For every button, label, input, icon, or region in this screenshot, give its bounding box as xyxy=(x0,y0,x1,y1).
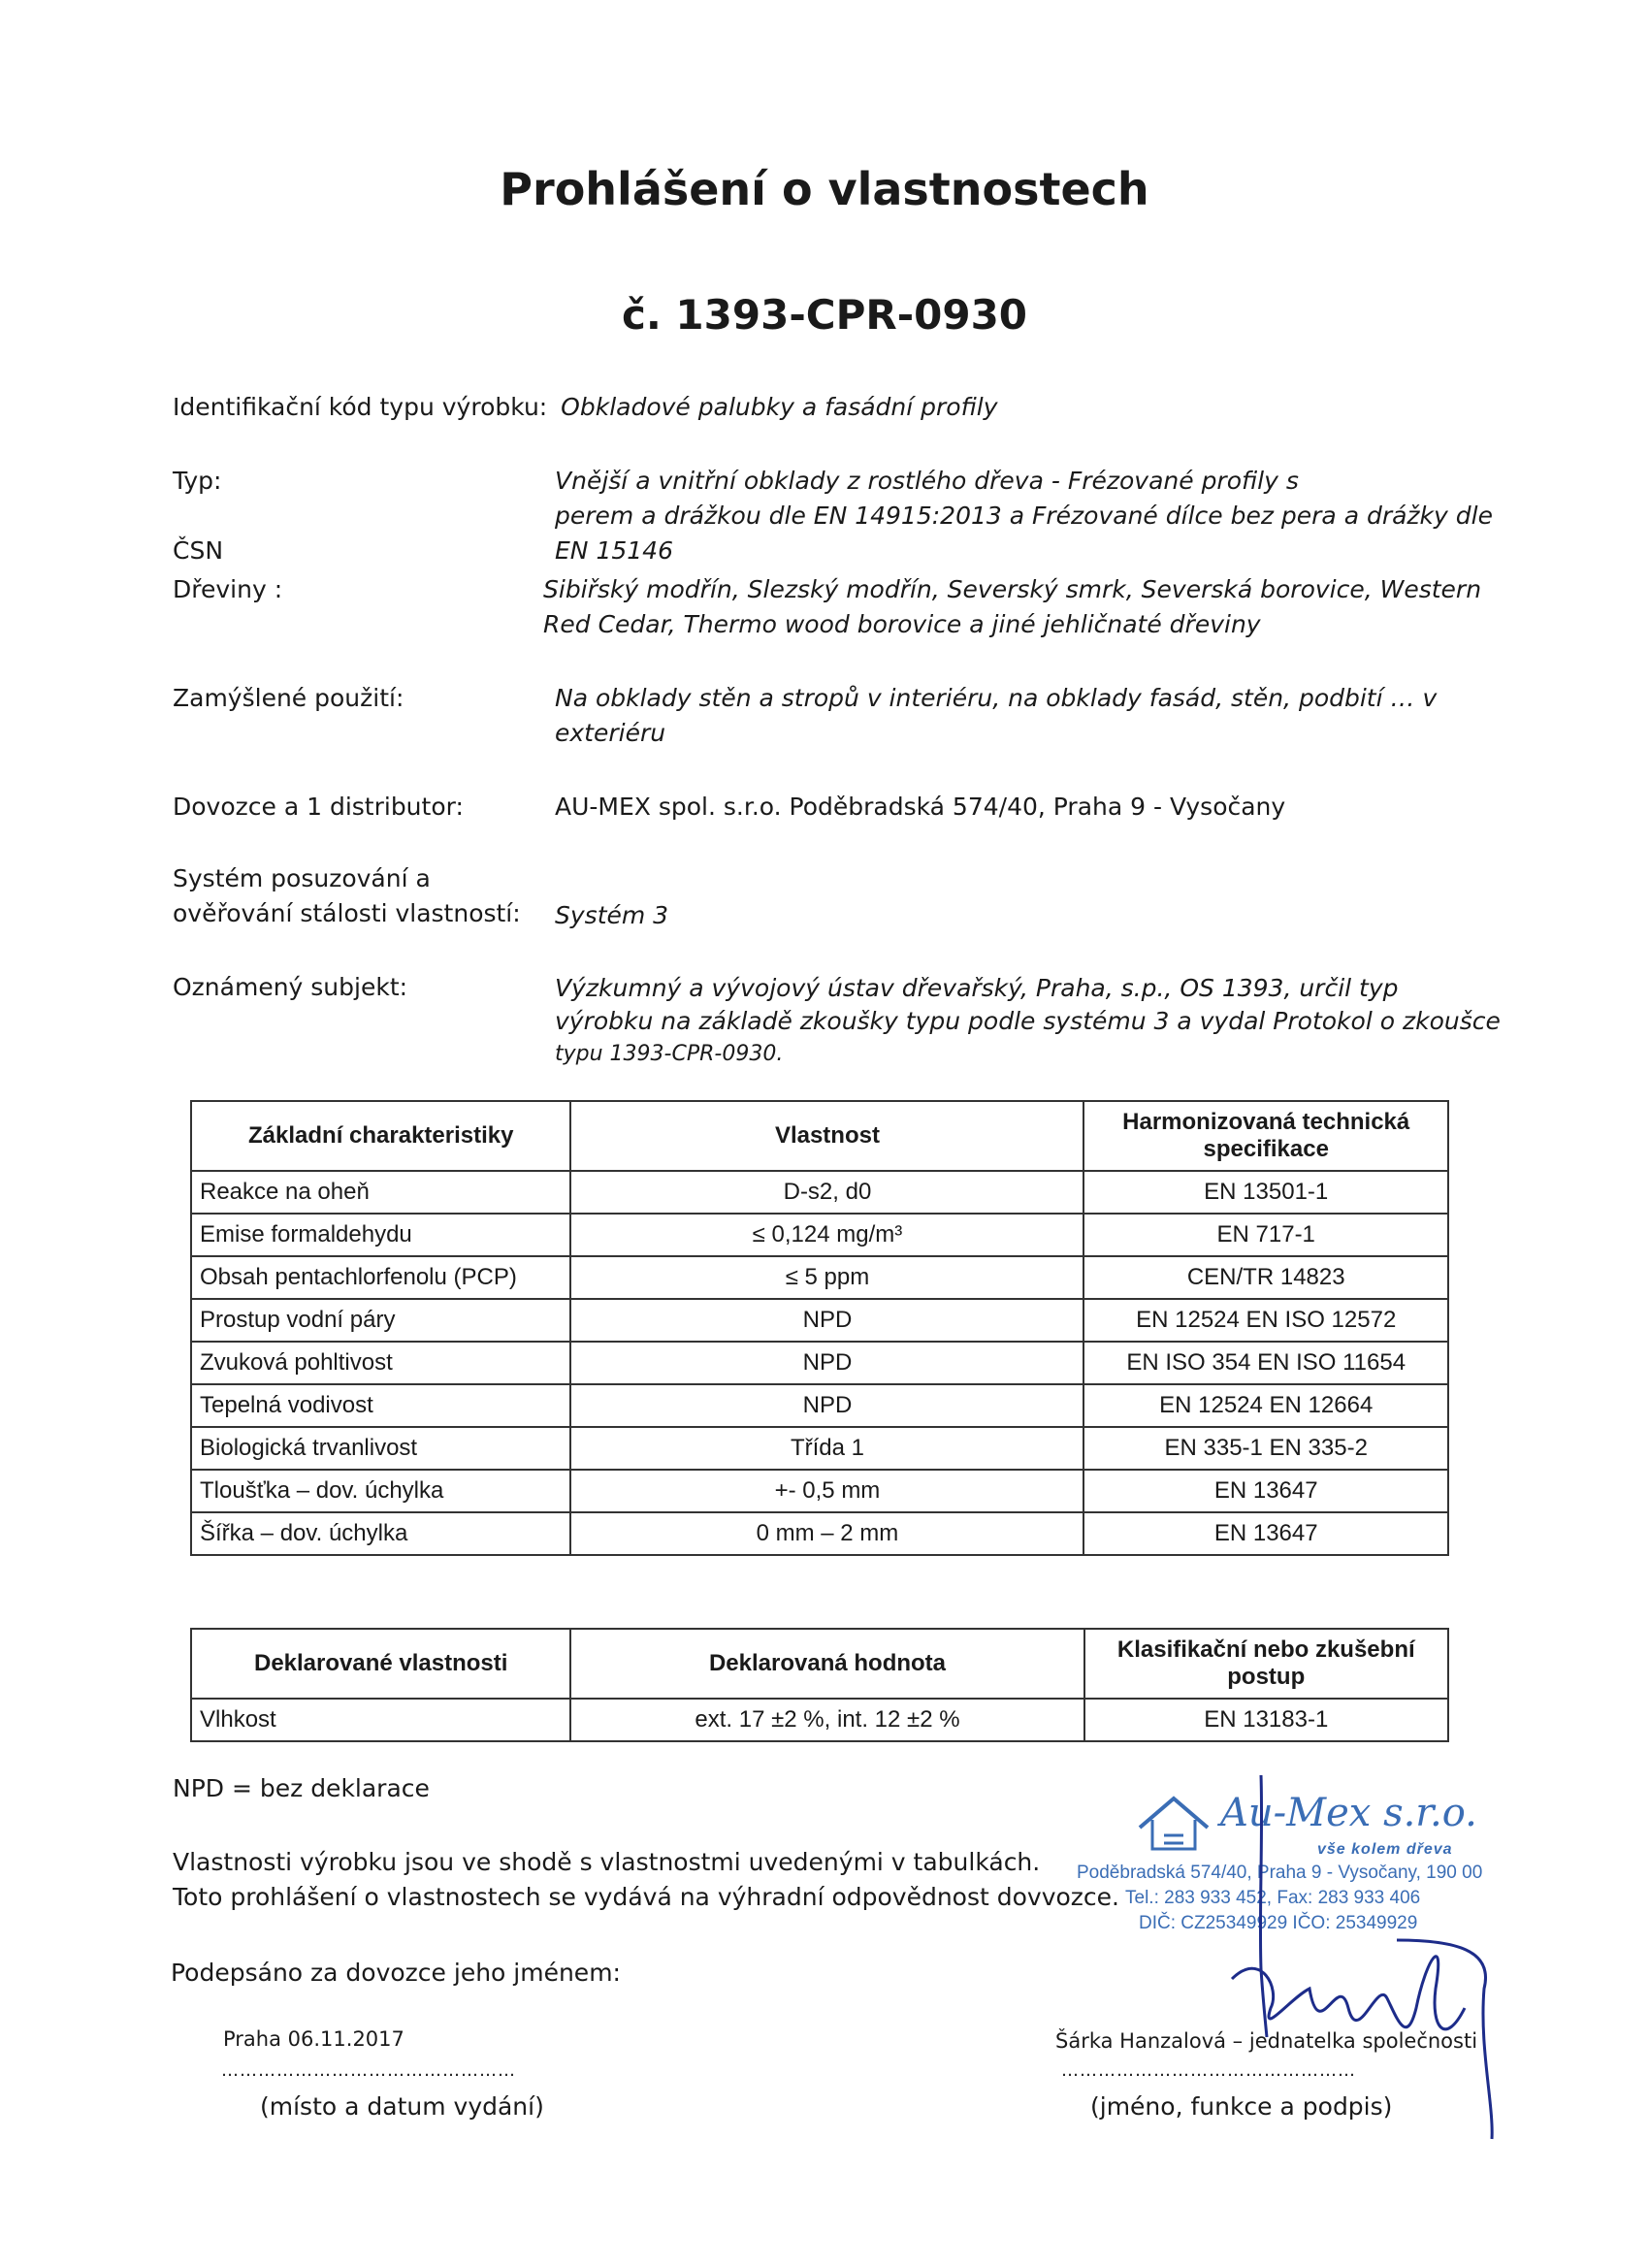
identification-label: Identifikační kód typu výrobku: xyxy=(173,393,548,421)
notified-body-line: typu 1393-CPR-0930. xyxy=(555,1042,784,1066)
signer-caption: (jméno, funkce a podpis) xyxy=(1090,2092,1393,2121)
table-header-cell: Deklarovaná hodnota xyxy=(570,1629,1083,1699)
csn-label: ČSN xyxy=(173,536,224,565)
table-header-cell: Vlastnost xyxy=(570,1101,1083,1171)
table-row xyxy=(191,1699,1448,1741)
table-header-cell: Klasifikační nebo zkušební postup xyxy=(1084,1629,1448,1699)
system-label-line: ověřování stálosti vlastností: xyxy=(173,899,521,927)
property-cell: +- 0,5 mm xyxy=(570,1470,1083,1512)
place-date-caption: (místo a datum vydání) xyxy=(260,2092,544,2121)
identification-row xyxy=(173,390,998,425)
table-row xyxy=(191,1342,1448,1384)
table-row xyxy=(191,1299,1448,1342)
place-date: Praha 06.11.2017 xyxy=(223,2027,404,2051)
woods-line: Sibiřský modřín, Slezský modřín, Severský smrk, Severská borovice, Western xyxy=(543,575,1482,603)
characteristic-cell: Reakce na oheň xyxy=(191,1171,570,1214)
system-label-line: Systém posuzování a xyxy=(173,864,431,892)
system-label xyxy=(173,861,521,931)
stamp-ids: DIČ: CZ25349929 IČO: 25349929 xyxy=(1139,1913,1418,1933)
property-cell: D-s2, d0 xyxy=(570,1171,1083,1214)
property-cell: ≤ 5 ppm xyxy=(570,1256,1083,1299)
document-title: Prohlášení o vlastnostech xyxy=(500,163,1149,215)
stamp-address: Poděbradská 574/40, Praha 9 - Vysočany, 190 00 xyxy=(1077,1863,1483,1883)
table-header-cell: Harmonizovaná technická specifikace xyxy=(1083,1101,1448,1171)
intended-use-line: Na obklady stěn a stropů v interiéru, na obklady fasád, stěn, podbití … v xyxy=(555,684,1438,712)
stamp-phone: Tel.: 283 933 452, Fax: 283 933 406 xyxy=(1125,1888,1421,1908)
test-method-cell: EN 13183-1 xyxy=(1084,1699,1448,1741)
woods-label: Dřeviny : xyxy=(173,575,283,603)
type-line: EN 15146 xyxy=(555,536,673,565)
table-row xyxy=(191,1470,1448,1512)
declared-value-cell: ext. 17 ±2 %, int. 12 ±2 % xyxy=(570,1699,1083,1741)
characteristics-table xyxy=(190,1100,1449,1556)
specification-cell: CEN/TR 14823 xyxy=(1083,1256,1448,1299)
characteristic-cell: Biologická trvanlivost xyxy=(191,1427,570,1470)
importer-value: AU-MEX spol. s.r.o. Poděbradská 574/40, Praha 9 - Vysočany xyxy=(555,793,1286,821)
characteristic-cell: Tloušťka – dov. úchylka xyxy=(191,1470,570,1512)
document-number: č. 1393-CPR-0930 xyxy=(621,291,1028,339)
table-row xyxy=(191,1171,1448,1214)
importer-label: Dovozce a 1 distributor: xyxy=(173,793,464,821)
intended-use-label: Zamýšlené použití: xyxy=(173,684,404,712)
characteristic-cell: Prostup vodní páry xyxy=(191,1299,570,1342)
property-cell: NPD xyxy=(570,1342,1083,1384)
woods-value xyxy=(543,572,1562,642)
table-row xyxy=(191,1384,1448,1427)
intended-use-value xyxy=(555,681,1573,751)
property-cell: NPD xyxy=(570,1384,1083,1427)
notified-body-value xyxy=(555,972,1573,1071)
table-header-row xyxy=(191,1101,1448,1171)
specification-cell: EN 335-1 EN 335-2 xyxy=(1083,1427,1448,1470)
specification-cell: EN 13647 xyxy=(1083,1512,1448,1555)
specification-cell: EN 12524 EN ISO 12572 xyxy=(1083,1299,1448,1342)
handwritten-signature xyxy=(1203,1756,1523,2144)
table-row xyxy=(191,1512,1448,1555)
table-header-cell: Deklarované vlastnosti xyxy=(191,1629,570,1699)
declared-property-cell: Vlhkost xyxy=(191,1699,570,1741)
notified-body-line: výrobku na základě zkoušky typu podle systému 3 a vydal Protokol o zkoušce xyxy=(555,1007,1501,1035)
stamp-motto: vše kolem dřeva xyxy=(1317,1841,1453,1858)
table-row xyxy=(191,1256,1448,1299)
notified-body-line: Výzkumný a vývojový ústav dřevařský, Praha, s.p., OS 1393, určil typ xyxy=(555,974,1399,1002)
table-row xyxy=(191,1214,1448,1256)
notified-body-label: Oznámený subjekt: xyxy=(173,973,408,1001)
property-cell: ≤ 0,124 mg/m³ xyxy=(570,1214,1083,1256)
identification-value: Obkladové palubky a fasádní profily xyxy=(561,393,998,421)
specification-cell: EN 12524 EN 12664 xyxy=(1083,1384,1448,1427)
table-row xyxy=(191,1427,1448,1470)
system-value: Systém 3 xyxy=(555,901,669,929)
place-date-dotted-line: ………………………………………… xyxy=(221,2060,516,2081)
intended-use-line: exteriéru xyxy=(555,719,666,747)
declared-properties-table xyxy=(190,1628,1449,1742)
type-line: Vnější a vnitřní obklady z rostlého dřeva - Frézované profily s xyxy=(555,467,1299,495)
property-cell: Třída 1 xyxy=(570,1427,1083,1470)
signer-name: Šárka Hanzalová – jednatelka společnosti xyxy=(1055,2029,1478,2053)
company-logo-icon xyxy=(1135,1791,1212,1859)
type-label: Typ: xyxy=(173,467,222,495)
characteristic-cell: Obsah pentachlorfenolu (PCP) xyxy=(191,1256,570,1299)
table-header-row xyxy=(191,1629,1448,1699)
signer-dotted-line: ………………………………………… xyxy=(1061,2060,1356,2081)
property-cell: NPD xyxy=(570,1299,1083,1342)
type-value xyxy=(555,464,1564,568)
npd-note: NPD = bez deklarace xyxy=(173,1774,430,1802)
specification-cell: EN 13501-1 xyxy=(1083,1171,1448,1214)
table-header-cell: Základní charakteristiky xyxy=(191,1101,570,1171)
stamp-company-name: Au-Mex s.r.o. xyxy=(1220,1791,1477,1835)
woods-line: Red Cedar, Thermo wood borovice a jiné jehličnaté dřeviny xyxy=(543,610,1261,638)
responsibility-statement: Toto prohlášení o vlastnostech se vydává na výhradní odpovědnost dovvozce. xyxy=(173,1883,1120,1911)
property-cell: 0 mm – 2 mm xyxy=(570,1512,1083,1555)
characteristic-cell: Zvuková pohltivost xyxy=(191,1342,570,1384)
characteristic-cell: Emise formaldehydu xyxy=(191,1214,570,1256)
characteristic-cell: Šířka – dov. úchylka xyxy=(191,1512,570,1555)
conformity-statement: Vlastnosti výrobku jsou ve shodě s vlastnostmi uvedenými v tabulkách. xyxy=(173,1848,1041,1876)
specification-cell: EN 13647 xyxy=(1083,1470,1448,1512)
type-line: perem a drážkou dle EN 14915:2013 a Frézované dílce bez pera a drážky dle xyxy=(555,502,1493,530)
characteristic-cell: Tepelná vodivost xyxy=(191,1384,570,1427)
signed-for-label: Podepsáno za dovozce jeho jménem: xyxy=(171,1959,621,1987)
specification-cell: EN ISO 354 EN ISO 11654 xyxy=(1083,1342,1448,1384)
specification-cell: EN 717-1 xyxy=(1083,1214,1448,1256)
